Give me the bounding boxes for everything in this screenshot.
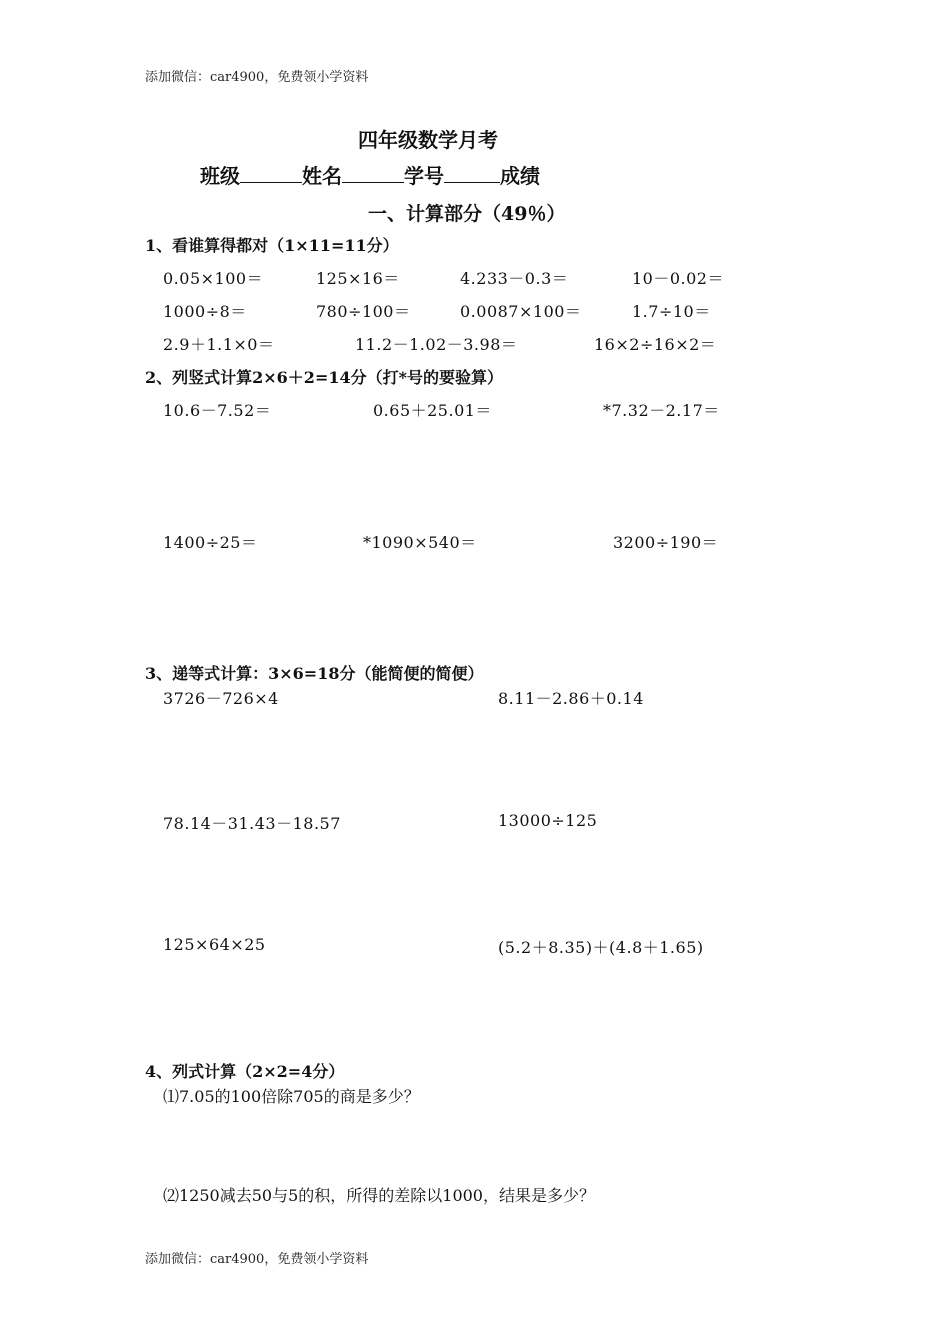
q1-heading: 1、看谁算得都对（1×11=11分） bbox=[145, 236, 399, 255]
q2-item: 3200÷190＝ bbox=[613, 533, 719, 552]
q2-item: *1090×540＝ bbox=[363, 533, 477, 552]
student-number-blank[interactable] bbox=[444, 168, 500, 183]
class-label: 班级 bbox=[200, 164, 240, 188]
q3-item: 125×64×25 bbox=[163, 935, 266, 954]
q1-item: 10－0.02＝ bbox=[632, 269, 724, 288]
q3-item: 3726－726×4 bbox=[163, 689, 279, 708]
q1-item: 1.7÷10＝ bbox=[632, 302, 711, 321]
q1-item: 4.233－0.3＝ bbox=[460, 269, 569, 288]
name-blank[interactable] bbox=[342, 168, 404, 183]
name-label: 姓名 bbox=[302, 164, 342, 188]
q3-item: 78.14－31.43－18.57 bbox=[163, 814, 341, 833]
q4-item: ⑵1250减去50与5的积，所得的差除以1000，结果是多少？ bbox=[163, 1186, 595, 1205]
q1-item: 780÷100＝ bbox=[316, 302, 411, 321]
q2-item: *7.32－2.17＝ bbox=[603, 401, 720, 420]
q2-heading: 2、列竖式计算2×6＋2=14分（打*号的要验算） bbox=[145, 368, 503, 387]
q3-item: 8.11－2.86＋0.14 bbox=[498, 689, 644, 708]
page-title: 四年级数学月考 bbox=[358, 128, 498, 152]
header-note: 添加微信：car4900，免费领小学资料 bbox=[145, 70, 369, 85]
q4-item: ⑴7.05的100倍除705的商是多少？ bbox=[163, 1087, 420, 1106]
q4-heading: 4、列式计算（2×2=4分） bbox=[145, 1062, 345, 1081]
q3-item: (5.2＋8.35)＋(4.8＋1.65) bbox=[498, 938, 704, 957]
student-number-label: 学号 bbox=[404, 164, 444, 188]
q1-item: 2.9＋1.1×0＝ bbox=[163, 335, 275, 354]
q1-item: 11.2－1.02－3.98＝ bbox=[355, 335, 518, 354]
q1-item: 1000÷8＝ bbox=[163, 302, 247, 321]
q2-item: 10.6－7.52＝ bbox=[163, 401, 272, 420]
q1-item: 0.0087×100＝ bbox=[460, 302, 582, 321]
q2-item: 1400÷25＝ bbox=[163, 533, 258, 552]
q2-item: 0.65＋25.01＝ bbox=[373, 401, 492, 420]
section-1-heading: 一、计算部分（49％） bbox=[368, 203, 566, 225]
score-label: 成绩 bbox=[500, 164, 540, 188]
student-info-fields bbox=[200, 160, 540, 189]
q1-item: 0.05×100＝ bbox=[163, 269, 264, 288]
q1-item: 125×16＝ bbox=[316, 269, 400, 288]
footer-note: 添加微信：car4900，免费领小学资料 bbox=[145, 1252, 369, 1267]
q3-item: 13000÷125 bbox=[498, 811, 598, 830]
q3-heading: 3、递等式计算：3×6=18分（能简便的简便） bbox=[145, 664, 484, 683]
class-blank[interactable] bbox=[240, 168, 302, 183]
q1-item: 16×2÷16×2＝ bbox=[594, 335, 717, 354]
